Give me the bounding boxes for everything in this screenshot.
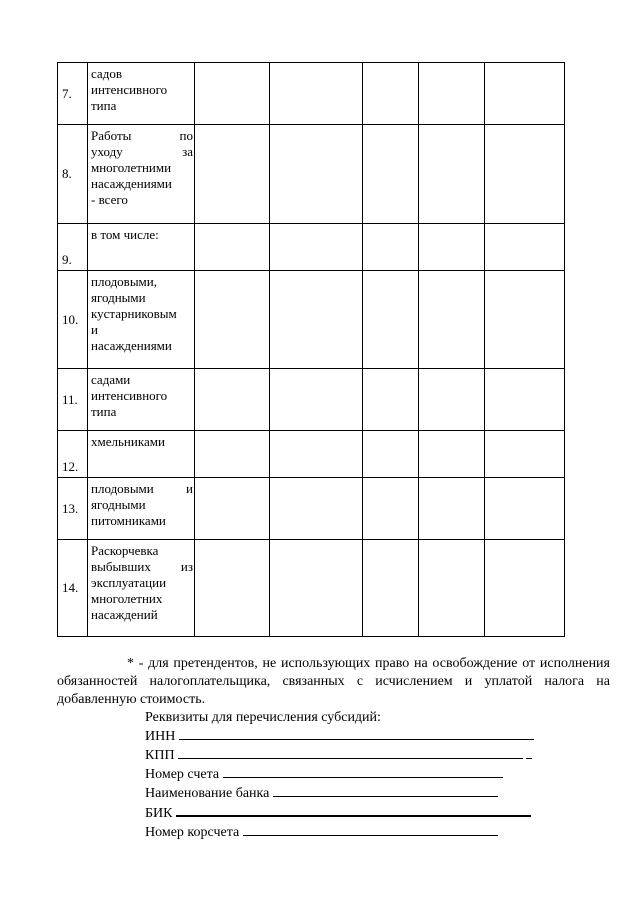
table-cell[interactable] xyxy=(195,478,270,540)
table-cell[interactable] xyxy=(270,224,363,271)
table-cell[interactable] xyxy=(419,271,485,369)
account-line[interactable] xyxy=(223,765,503,778)
row-number-cell xyxy=(58,271,88,369)
table-cell[interactable] xyxy=(419,478,485,540)
table-row xyxy=(58,271,565,369)
table-cell[interactable] xyxy=(363,271,419,369)
bik-line[interactable] xyxy=(176,803,531,817)
table-cell[interactable] xyxy=(419,369,485,431)
table-cell[interactable] xyxy=(270,369,363,431)
table-cell[interactable] xyxy=(195,431,270,478)
table-row xyxy=(58,125,565,224)
table-cell[interactable] xyxy=(485,478,565,540)
table-cell[interactable] xyxy=(270,271,363,369)
corr-account-field[interactable]: Номер корсчета xyxy=(145,823,610,842)
row-number: 10. xyxy=(62,311,79,327)
table-cell[interactable] xyxy=(485,224,565,271)
row-description: садами интенсивного типа xyxy=(88,369,195,431)
footnote: * - для претендентов, не использующих право на освобождение от исполнения обязанностей налогоплательщика, связанных с исчислением и уплатой налога на добавленную стоимость. xyxy=(57,656,610,707)
table-cell[interactable] xyxy=(485,540,565,637)
row-number-cell xyxy=(58,63,88,125)
table-cell[interactable] xyxy=(363,125,419,224)
row-description: плодовыми, ягодными кустарниковым и насаждениями xyxy=(88,271,195,369)
kpp-field[interactable]: КПП xyxy=(145,746,610,765)
table-cell[interactable] xyxy=(485,431,565,478)
table-cell[interactable] xyxy=(270,63,363,125)
table-cell[interactable] xyxy=(485,63,565,125)
bank-field[interactable]: Наименование банка xyxy=(145,784,610,803)
table-row xyxy=(58,431,565,478)
table-cell[interactable] xyxy=(363,369,419,431)
row-number-cell xyxy=(58,478,88,540)
corr-account-line[interactable] xyxy=(243,823,498,836)
notes-section xyxy=(57,655,610,842)
table-cell[interactable] xyxy=(270,540,363,637)
table-cell[interactable] xyxy=(195,63,270,125)
requisites-title: Реквизиты для перечисления субсидий: xyxy=(145,710,381,725)
kpp-line-end xyxy=(526,746,532,759)
row-number-cell xyxy=(58,224,88,271)
row-number-cell xyxy=(58,369,88,431)
requisites xyxy=(145,709,610,842)
table-cell[interactable] xyxy=(363,540,419,637)
table-row xyxy=(58,540,565,637)
table-cell[interactable] xyxy=(195,125,270,224)
account-field[interactable]: Номер счета xyxy=(145,765,610,784)
table-cell[interactable] xyxy=(485,369,565,431)
inn-field[interactable]: ИНН xyxy=(145,727,610,746)
row-number: 14. xyxy=(62,580,79,595)
row-number: 8. xyxy=(62,166,72,181)
table-cell[interactable] xyxy=(195,540,270,637)
table-cell[interactable] xyxy=(363,478,419,540)
table-cell[interactable] xyxy=(270,478,363,540)
table-cell[interactable] xyxy=(195,369,270,431)
row-description: плодовыми и ягодными питомниками xyxy=(88,478,195,540)
row-number: 11. xyxy=(62,391,78,407)
row-number-cell xyxy=(58,431,88,478)
row-number: 7. xyxy=(62,85,72,101)
table-cell[interactable] xyxy=(419,431,485,478)
table-row xyxy=(58,369,565,431)
row-number: 9. xyxy=(62,252,72,267)
table-cell[interactable] xyxy=(419,540,485,637)
row-number: 13. xyxy=(62,500,79,516)
table-cell[interactable] xyxy=(485,271,565,369)
table-cell[interactable] xyxy=(363,224,419,271)
table-row xyxy=(58,478,565,540)
row-number-cell xyxy=(58,540,88,637)
bank-line[interactable] xyxy=(273,784,498,797)
table-cell[interactable] xyxy=(485,125,565,224)
row-number-cell xyxy=(58,125,88,224)
row-description: в том числе: xyxy=(88,224,195,271)
table-row xyxy=(58,63,565,125)
table-cell[interactable] xyxy=(270,125,363,224)
table-cell[interactable] xyxy=(419,125,485,224)
table-row xyxy=(58,224,565,271)
row-description: Раскорчевка выбывших из эксплуатации многолетних насаждений xyxy=(88,540,195,637)
bik-field[interactable]: БИК xyxy=(145,803,610,823)
row-description: Работы по уходу за многолетними насаждениями - всего xyxy=(88,125,195,224)
inn-line[interactable] xyxy=(179,727,534,740)
row-number: 12. xyxy=(62,459,79,474)
table-cell[interactable] xyxy=(419,224,485,271)
table-cell[interactable] xyxy=(363,431,419,478)
kpp-line[interactable] xyxy=(178,746,523,759)
row-description: хмельниками xyxy=(88,431,195,478)
data-table xyxy=(57,62,565,637)
table-cell[interactable] xyxy=(270,431,363,478)
table-cell[interactable] xyxy=(419,63,485,125)
table-cell[interactable] xyxy=(363,63,419,125)
row-description: садов интенсивного типа xyxy=(88,63,195,125)
table-cell[interactable] xyxy=(195,271,270,369)
table-cell[interactable] xyxy=(195,224,270,271)
